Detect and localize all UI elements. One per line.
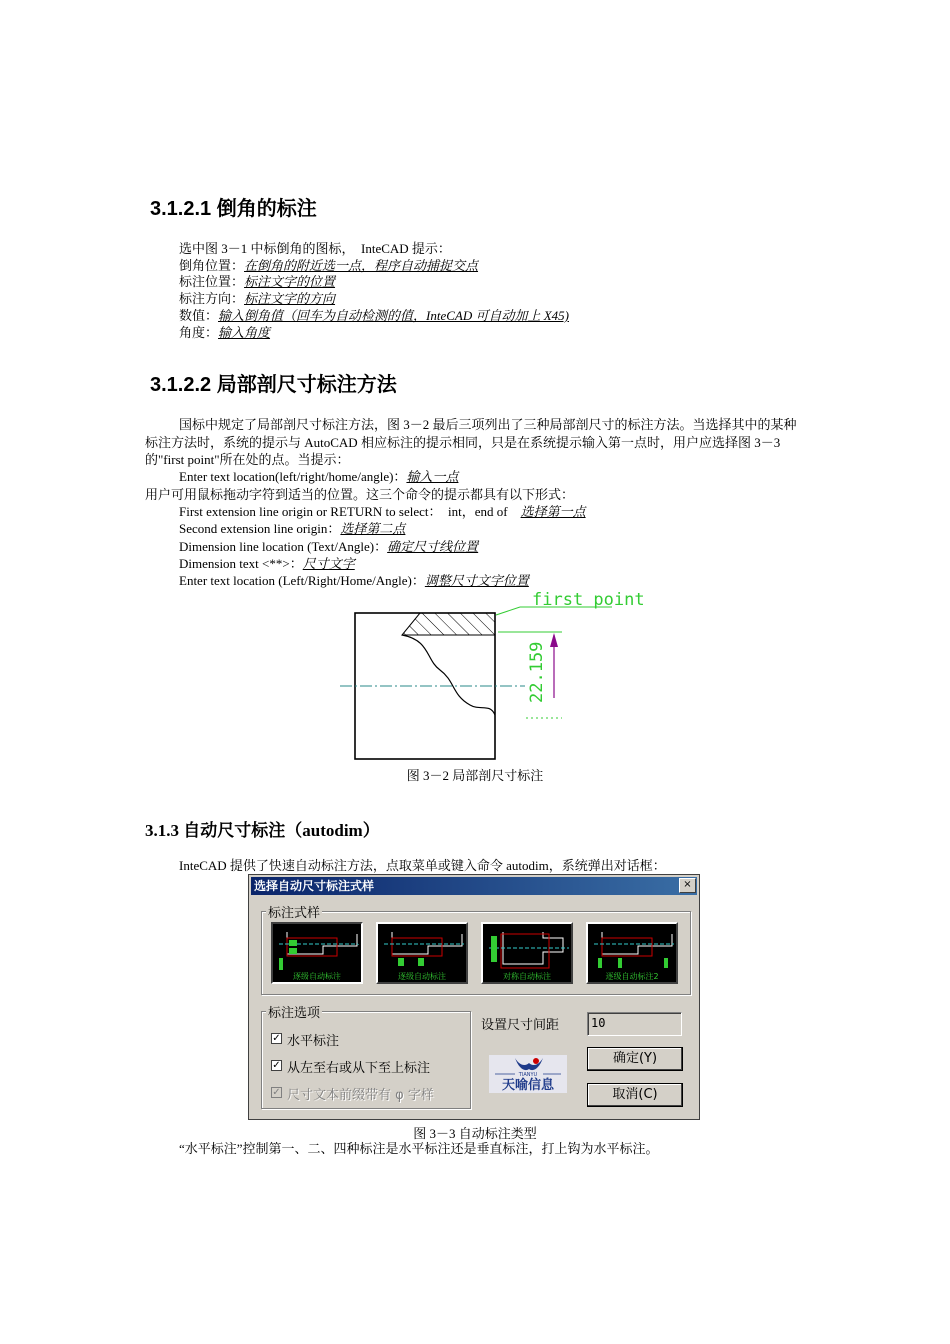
chamfer-line-5: 角度：输入角度 <box>179 325 271 340</box>
svg-text:TIANYU: TIANYU <box>518 1072 538 1078</box>
dimension-value: 22.159 <box>527 641 547 703</box>
style-group-label: 标注式样 <box>266 902 322 921</box>
hatched-region <box>402 613 495 635</box>
section-title-chamfer: 3.1.2.1 倒角的标注 <box>150 198 317 220</box>
style-4-preview-icon <box>588 924 676 982</box>
horizontal-checkbox[interactable]: ✓ <box>272 1033 281 1044</box>
spacing-input[interactable]: 10 <box>587 1012 682 1036</box>
figure-caption-3-2: 图 3－2 局部剖尺寸标注 <box>406 768 544 783</box>
chamfer-line-4: 数值：输入倒角值（回车为自动检测的值，InteCAD 可自动加上 X45) <box>179 308 569 323</box>
phi-prefix-checkbox-label: 尺寸文本前缀带有 φ 字样 <box>287 1088 434 1103</box>
style-option-4[interactable] <box>586 922 678 984</box>
break-line <box>402 635 495 715</box>
section-title-autodim: 3.1.3 自动尺寸标注（autodim） <box>145 821 380 840</box>
chamfer-line-2: 标注位置：标注文字的位置 <box>179 274 336 289</box>
left-to-right-checkbox-label: 从左至右或从下至上标注 <box>287 1061 431 1076</box>
svg-text:逐级自动标注2: 逐级自动标注2 <box>605 972 659 981</box>
svg-text:天喻信息: 天喻信息 <box>501 1078 555 1093</box>
autodim-intro: InteCAD 提供了快速自动标注方法，点取菜单或键入命令 autodim，系统弹出对话框： <box>179 858 666 873</box>
partial-section-paragraph-2: 用户可用鼠标拖动字符到适当的位置。这三个命令的提示都具有以下形式： <box>145 487 575 502</box>
style-option-2[interactable] <box>376 922 468 984</box>
spacing-label: 设置尺寸间距 <box>481 1018 560 1033</box>
tianyu-logo <box>489 1055 567 1093</box>
option-group-label: 标注选项 <box>266 1002 322 1021</box>
svg-text:逐级自动标注: 逐级自动标注 <box>398 972 446 981</box>
autodim-dialog <box>248 874 700 1120</box>
dialog-title-bar: 选择自动尺寸标注式样 <box>251 877 697 895</box>
style-2-preview-icon <box>378 924 466 982</box>
tianyu-logo-icon <box>489 1055 567 1093</box>
section-title-partial-section: 3.1.2.2 局部剖尺寸标注方法 <box>150 374 397 396</box>
horizontal-checkbox-label: 水平标注 <box>287 1034 340 1049</box>
first-point-leader <box>496 607 520 615</box>
prompt-line-0: First extension line origin or RETURN to select： int，end of 选择第一点 <box>179 504 586 519</box>
left-to-right-checkbox[interactable]: ✓ <box>272 1060 281 1071</box>
style-option-1[interactable] <box>271 922 363 984</box>
svg-text:对称自动标注: 对称自动标注 <box>503 972 551 981</box>
style-1-preview-icon <box>273 924 361 982</box>
first-point-label: first point <box>532 590 645 610</box>
prompt-line-4: Enter text location (Left/Right/Home/Angle)：调整尺寸文字位置 <box>179 573 529 588</box>
partial-section-paragraph: 国标中规定了局部剖尺寸标注方法，图 3－2 最后三项列出了三种局部剖尺寸的标注方法。当选择其中的某种标注方法时，系统的提示与 AutoCAD 相应标注的提示相同，只是在系统提示输入第一点时，用户应选择图 3－3 的"first point"所在处的点。当提示： <box>145 417 797 467</box>
style-option-3[interactable] <box>481 922 573 984</box>
prompt-line-2: Dimension line location (Text/Angle)：确定尺寸线位置 <box>179 539 479 554</box>
figure-caption-3-3: 图 3－3 自动标注类型 <box>413 1126 537 1141</box>
horizontal-note: “水平标注”控制第一、二、四种标注是水平标注还是垂直标注，打上钩为水平标注。 <box>179 1141 659 1156</box>
ok-button[interactable]: 确定(Y) <box>587 1047 683 1071</box>
partial-section-figure <box>330 585 645 765</box>
close-icon[interactable]: × <box>679 878 696 893</box>
svg-text:逐级自动标注: 逐级自动标注 <box>293 972 341 981</box>
style-3-preview-icon <box>483 924 571 982</box>
prompt-line-3: Dimension text <**>：尺寸文字 <box>179 556 355 571</box>
chamfer-line-0: 选中图 3－1 中标倒角的图标， InteCAD 提示： <box>179 241 451 256</box>
chamfer-line-1: 倒角位置：在倒角的附近选一点，程序自动捕捉交点 <box>179 258 479 273</box>
prompt-line-1: Second extension line origin：选择第二点 <box>179 521 406 536</box>
cancel-button[interactable]: 取消(C) <box>587 1083 683 1107</box>
dimension-arrow <box>550 633 558 647</box>
chamfer-line-3: 标注方向：标注文字的方向 <box>179 291 336 306</box>
phi-prefix-checkbox[interactable]: ✓ <box>272 1087 281 1098</box>
prompt-enter-text-location: Enter text location(left/right/home/angle)：输入一点 <box>179 469 459 484</box>
